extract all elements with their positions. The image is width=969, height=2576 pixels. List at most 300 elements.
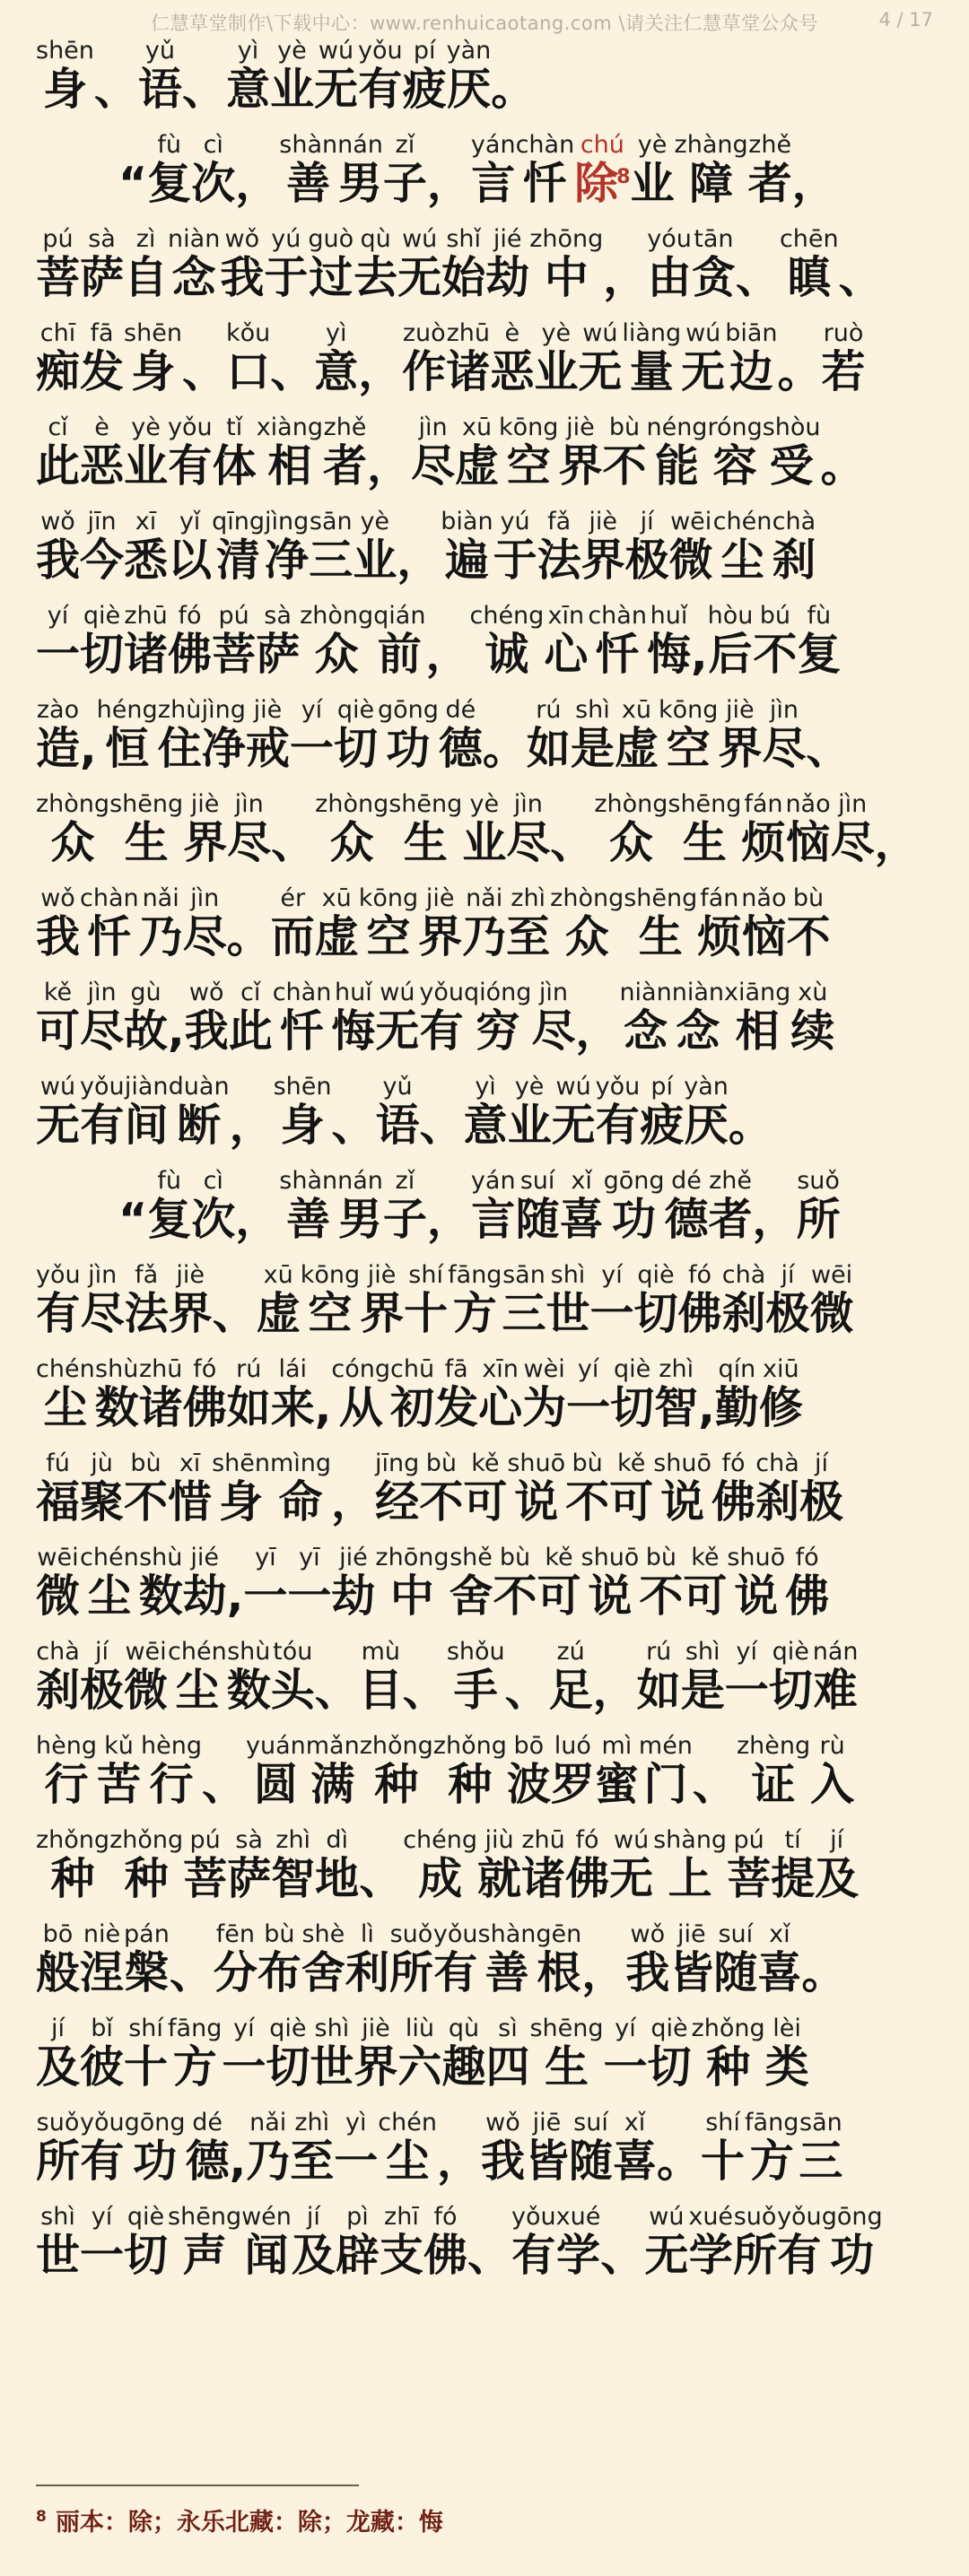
hanzi: 命 bbox=[269, 1476, 332, 1528]
pinyin: xīn bbox=[478, 1355, 523, 1384]
character bbox=[449, 1546, 493, 1623]
pinyin: bō bbox=[506, 1732, 551, 1761]
empty-pinyin bbox=[801, 1920, 845, 1948]
hanzi: 去 bbox=[354, 252, 398, 304]
character bbox=[246, 1732, 306, 1812]
pinyin: kě bbox=[537, 1544, 581, 1572]
pinyin: fāng bbox=[168, 2015, 223, 2043]
pinyin: fó bbox=[785, 1544, 830, 1572]
pinyin: jiè bbox=[581, 508, 625, 536]
character bbox=[334, 2111, 378, 2189]
punctuation bbox=[403, 1640, 447, 1718]
text-line bbox=[36, 2189, 933, 2283]
hanzi: 佛 bbox=[711, 1476, 756, 1528]
pinyin: fù bbox=[147, 131, 192, 160]
character bbox=[718, 696, 763, 776]
pinyin: zhū bbox=[138, 1355, 183, 1384]
pinyin: yuán bbox=[246, 1732, 306, 1761]
character bbox=[191, 131, 236, 211]
text-line bbox=[36, 399, 933, 493]
character bbox=[373, 602, 426, 682]
empty-pinyin bbox=[202, 1732, 246, 1760]
punctuation-mark: 。 bbox=[777, 346, 822, 398]
hanzi: 无 bbox=[397, 252, 442, 304]
pinyin: qiè bbox=[333, 696, 378, 725]
pinyin: rú bbox=[636, 1638, 681, 1667]
character bbox=[648, 2017, 692, 2094]
character bbox=[36, 602, 81, 682]
pinyin: cì bbox=[191, 1167, 236, 1196]
pinyin: yí bbox=[566, 1355, 611, 1384]
character bbox=[36, 1075, 80, 1153]
pinyin: yóu bbox=[647, 225, 692, 254]
pinyin: zhě bbox=[747, 131, 792, 160]
character bbox=[588, 602, 647, 682]
character bbox=[345, 1920, 389, 2000]
character bbox=[168, 510, 212, 587]
character bbox=[462, 884, 507, 964]
page-header bbox=[0, 0, 969, 39]
hanzi: 诸 bbox=[521, 1853, 566, 1905]
hanzi: 诸 bbox=[124, 629, 169, 681]
text-line bbox=[36, 870, 933, 964]
empty-pinyin bbox=[575, 979, 619, 1006]
character bbox=[485, 225, 530, 305]
pinyin: fó bbox=[565, 1826, 610, 1855]
hanzi: 种 bbox=[432, 1759, 507, 1811]
pinyin: ruò bbox=[821, 319, 866, 348]
pinyin: shù bbox=[138, 1544, 183, 1572]
pinyin: yì bbox=[225, 37, 270, 65]
character bbox=[462, 790, 507, 870]
character bbox=[212, 413, 257, 493]
character bbox=[633, 1261, 678, 1341]
character bbox=[762, 696, 807, 776]
character bbox=[80, 2017, 124, 2094]
character bbox=[550, 884, 624, 964]
pinyin: hèng bbox=[36, 1732, 97, 1761]
punctuation bbox=[235, 134, 279, 211]
empty-pinyin bbox=[467, 2203, 511, 2231]
character bbox=[124, 319, 182, 399]
character bbox=[455, 413, 500, 493]
hanzi: 界 bbox=[581, 535, 625, 587]
character bbox=[786, 884, 831, 964]
punctuation-mark: ， bbox=[425, 629, 470, 681]
punctuation-mark: ， bbox=[874, 817, 919, 869]
hanzi: 念 bbox=[168, 252, 221, 304]
hanzi: 蜜 bbox=[594, 1759, 639, 1811]
hanzi: 由 bbox=[647, 252, 692, 304]
hanzi: 四 bbox=[485, 2041, 530, 2093]
pinyin: yí bbox=[724, 1638, 769, 1667]
hanzi: 支 bbox=[379, 2230, 423, 2282]
hanzi: 一 bbox=[589, 1288, 634, 1340]
pinyin: jiè bbox=[354, 2015, 398, 2043]
hanzi: 忏 bbox=[80, 911, 139, 963]
pinyin: jí bbox=[765, 1261, 810, 1290]
character bbox=[610, 1355, 655, 1435]
pinyin: jìn bbox=[80, 979, 125, 1007]
pinyin: wǒ bbox=[184, 979, 229, 1007]
pinyin: xiū bbox=[758, 1355, 803, 1384]
punctuation-mark: , bbox=[314, 1382, 332, 1434]
pinyin: mén bbox=[638, 1732, 693, 1761]
pinyin: jiè bbox=[183, 790, 228, 819]
character bbox=[508, 1075, 552, 1153]
character bbox=[566, 1355, 611, 1435]
hanzi: 萨 bbox=[256, 629, 301, 681]
character bbox=[446, 319, 491, 399]
pinyin: néng bbox=[646, 413, 708, 442]
empty-pinyin bbox=[182, 37, 226, 65]
pinyin: xī bbox=[168, 1449, 213, 1478]
character bbox=[36, 884, 81, 964]
pinyin: yǒu bbox=[432, 1920, 478, 1949]
pinyin: shàn bbox=[279, 131, 338, 160]
character bbox=[511, 2203, 556, 2283]
text-line bbox=[36, 1341, 933, 1435]
character bbox=[226, 39, 270, 117]
hanzi: 种 bbox=[36, 1853, 110, 1905]
pinyin: lì bbox=[345, 1920, 389, 1949]
character bbox=[168, 2017, 222, 2094]
character bbox=[183, 1546, 227, 1623]
pinyin: sān bbox=[799, 2109, 843, 2137]
character bbox=[403, 39, 447, 117]
character bbox=[331, 1355, 391, 1435]
pinyin: dì bbox=[315, 1826, 360, 1855]
character bbox=[168, 602, 213, 682]
hanzi: 无 bbox=[681, 346, 726, 398]
hanzi: 声 bbox=[168, 2230, 242, 2282]
variant-character bbox=[574, 131, 631, 211]
hanzi: 一 bbox=[80, 2230, 125, 2282]
hanzi: 及 bbox=[291, 2230, 336, 2282]
character bbox=[529, 225, 604, 305]
punctuation bbox=[491, 39, 535, 117]
character bbox=[257, 1920, 301, 2000]
pinyin: qiè bbox=[266, 2015, 310, 2043]
empty-pinyin bbox=[230, 1073, 274, 1101]
punctuation bbox=[332, 1075, 376, 1153]
character bbox=[830, 790, 875, 870]
empty-pinyin bbox=[729, 1073, 773, 1101]
hanzi: 边 bbox=[725, 346, 778, 398]
hanzi: 界 bbox=[718, 723, 763, 775]
pinyin: tóu bbox=[270, 1638, 315, 1667]
hanzi: 功 bbox=[377, 723, 439, 775]
pinyin: bù bbox=[493, 1544, 537, 1572]
character bbox=[691, 225, 736, 305]
empty-pinyin bbox=[593, 1638, 637, 1666]
hanzi: 一 bbox=[603, 2041, 648, 2093]
character bbox=[375, 981, 419, 1058]
pinyin: wǒ bbox=[625, 1920, 670, 1949]
character bbox=[80, 981, 124, 1058]
character bbox=[609, 1826, 654, 1906]
character bbox=[464, 981, 531, 1058]
pinyin: yè bbox=[462, 790, 507, 819]
character bbox=[653, 1826, 728, 1906]
character bbox=[379, 2203, 423, 2283]
pinyin: xū bbox=[455, 413, 500, 442]
hanzi: 忏 bbox=[588, 629, 647, 681]
hanzi: 界 bbox=[418, 911, 463, 963]
pinyin: è bbox=[80, 413, 125, 442]
hanzi: 劫 bbox=[182, 1571, 227, 1623]
pinyin: huǐ bbox=[646, 602, 691, 631]
empty-pinyin bbox=[437, 2109, 481, 2137]
pinyin: jiē bbox=[524, 2109, 569, 2137]
pinyin: kōng bbox=[499, 413, 559, 442]
pinyin: yǒu bbox=[80, 1073, 125, 1101]
pinyin: zhòng bbox=[36, 790, 110, 819]
hanzi: 佛 bbox=[677, 1288, 722, 1340]
punctuation-mark: 、 bbox=[419, 1100, 464, 1152]
pinyin: zhù bbox=[157, 696, 202, 725]
pinyin: pú bbox=[212, 602, 257, 631]
pinyin: jiè bbox=[418, 884, 463, 913]
punctuation-mark: 。 bbox=[657, 2136, 702, 2188]
pinyin: shēng bbox=[388, 790, 463, 819]
character bbox=[271, 1640, 315, 1718]
hanzi: 者 bbox=[322, 440, 367, 492]
scripture-text bbox=[36, 39, 933, 2283]
punctuation-mark: “ bbox=[118, 1194, 148, 1246]
pinyin: zhì bbox=[506, 884, 551, 913]
pinyin: è bbox=[490, 319, 535, 348]
hanzi: 烦 bbox=[741, 817, 786, 869]
character bbox=[270, 39, 314, 117]
pinyin: lèi bbox=[764, 2015, 809, 2043]
pinyin: gōng bbox=[377, 696, 439, 725]
hanzi: 切 bbox=[610, 1382, 655, 1434]
character bbox=[80, 225, 125, 305]
hanzi: 无 bbox=[578, 346, 623, 398]
character bbox=[785, 1546, 829, 1623]
character bbox=[464, 1075, 508, 1153]
pinyin: liù bbox=[397, 2015, 442, 2043]
character bbox=[191, 1167, 236, 1247]
character bbox=[337, 1167, 383, 1247]
pinyin: shēng bbox=[668, 790, 742, 819]
pinyin: wú bbox=[578, 319, 623, 348]
character bbox=[225, 319, 271, 399]
character bbox=[273, 981, 332, 1058]
hanzi: 微 bbox=[668, 535, 713, 587]
character bbox=[36, 1261, 81, 1341]
empty-pinyin bbox=[270, 319, 314, 347]
hanzi: 尽 bbox=[182, 911, 227, 963]
pinyin: jiè bbox=[558, 413, 603, 442]
empty-pinyin bbox=[581, 1920, 625, 1948]
hanzi: 舍 bbox=[449, 1571, 493, 1623]
hanzi: 世 bbox=[546, 1288, 590, 1340]
pinyin: róng bbox=[707, 413, 763, 442]
character bbox=[733, 2203, 778, 2283]
character bbox=[622, 319, 682, 399]
character bbox=[36, 790, 110, 870]
character bbox=[124, 2203, 169, 2283]
hanzi: 不 bbox=[419, 1476, 464, 1528]
character bbox=[354, 2017, 397, 2094]
pinyin: wǒ bbox=[480, 2109, 525, 2137]
character bbox=[157, 696, 202, 776]
hanzi: 无 bbox=[313, 64, 358, 116]
character bbox=[701, 2111, 745, 2189]
character bbox=[758, 1355, 803, 1435]
character bbox=[683, 1546, 727, 1623]
empty-pinyin bbox=[600, 2203, 644, 2231]
character bbox=[185, 981, 229, 1058]
pinyin: xǐ bbox=[559, 1167, 604, 1196]
punctuation-mark: ， bbox=[581, 1947, 626, 1999]
hanzi: 一 bbox=[222, 2041, 266, 2093]
hanzi: 佛 bbox=[168, 629, 213, 681]
hanzi: 前 bbox=[373, 629, 426, 681]
hanzi: 地 bbox=[315, 1853, 360, 1905]
hanzi: 槃 bbox=[124, 1947, 170, 1999]
empty-pinyin bbox=[315, 1638, 359, 1666]
character bbox=[36, 1826, 110, 1906]
pinyin: yǔ bbox=[137, 37, 182, 65]
hanzi: 尘 bbox=[36, 1382, 95, 1434]
character bbox=[625, 510, 669, 587]
pinyin: yǒu bbox=[511, 2203, 556, 2232]
character bbox=[227, 1640, 271, 1718]
hanzi: 方 bbox=[168, 2041, 223, 2093]
pinyin: wú bbox=[551, 1073, 596, 1101]
character bbox=[36, 1732, 97, 1812]
pinyin: sān bbox=[502, 1261, 546, 1290]
punctuation bbox=[420, 1075, 464, 1153]
character bbox=[169, 1075, 230, 1153]
punctuation bbox=[182, 322, 226, 399]
pinyin: jiè bbox=[245, 696, 290, 725]
hanzi: 劫 bbox=[331, 1571, 376, 1623]
hanzi: 佛 bbox=[785, 1571, 830, 1623]
hanzi: 体 bbox=[212, 440, 257, 492]
pinyin: yí bbox=[603, 2015, 648, 2043]
pinyin: xīn bbox=[544, 602, 589, 631]
hanzi: 恒 bbox=[96, 723, 158, 775]
punctuation bbox=[315, 1363, 332, 1435]
hanzi: 切 bbox=[80, 629, 125, 681]
character bbox=[493, 510, 537, 587]
character bbox=[212, 602, 257, 682]
pinyin: bú bbox=[753, 602, 798, 631]
punctuation-mark: 、 bbox=[806, 723, 851, 775]
character bbox=[674, 131, 748, 211]
empty-pinyin bbox=[168, 984, 185, 1012]
punctuation-mark: 、 bbox=[93, 64, 138, 116]
pinyin: shuō bbox=[727, 1544, 786, 1572]
character bbox=[125, 1075, 169, 1153]
hanzi: 生 bbox=[529, 2041, 604, 2093]
punctuation bbox=[315, 1640, 359, 1718]
hanzi: 容 bbox=[707, 440, 763, 492]
hanzi: 身 bbox=[124, 346, 182, 398]
punctuation bbox=[227, 1552, 244, 1623]
character bbox=[314, 319, 359, 399]
pinyin: zhōng bbox=[529, 225, 604, 254]
pinyin: shǒu bbox=[446, 1638, 505, 1667]
pinyin: xù bbox=[790, 979, 835, 1007]
hanzi: 造 bbox=[36, 723, 81, 775]
character bbox=[558, 413, 603, 493]
hanzi: 足 bbox=[548, 1665, 593, 1717]
footnote-marker[interactable]: 8 bbox=[616, 165, 631, 188]
hanzi: 此 bbox=[228, 1005, 273, 1057]
character bbox=[796, 1167, 841, 1247]
empty-pinyin bbox=[491, 37, 535, 65]
hanzi: 数 bbox=[94, 1382, 139, 1434]
hanzi: 乃 bbox=[462, 911, 507, 963]
character bbox=[80, 1546, 139, 1623]
character bbox=[96, 1732, 141, 1812]
pinyin: jí bbox=[80, 1638, 125, 1667]
punctuation-mark: ， bbox=[397, 535, 441, 587]
hanzi: 不 bbox=[565, 1476, 610, 1528]
pinyin: wēi bbox=[124, 1638, 169, 1667]
pinyin: rú bbox=[526, 696, 571, 725]
character bbox=[603, 1167, 665, 1247]
character bbox=[477, 1920, 537, 2000]
character bbox=[506, 1732, 551, 1812]
pinyin: chàn bbox=[515, 131, 575, 160]
empty-pinyin bbox=[182, 319, 226, 347]
character bbox=[555, 2203, 601, 2283]
punctuation-mark: 。 bbox=[226, 911, 271, 963]
pinyin: jiàn bbox=[124, 1073, 169, 1101]
pinyin: chū bbox=[390, 1355, 435, 1384]
pinyin: shì bbox=[310, 2015, 354, 2043]
character bbox=[639, 1546, 683, 1623]
pinyin: xū bbox=[614, 696, 659, 725]
character bbox=[271, 1826, 316, 1906]
text-line bbox=[36, 1153, 933, 1247]
pinyin: shí bbox=[124, 2015, 169, 2043]
empty-pinyin bbox=[425, 602, 469, 630]
pinyin: zhòng bbox=[300, 602, 374, 631]
character bbox=[681, 1640, 725, 1718]
character bbox=[423, 2203, 467, 2283]
character bbox=[441, 510, 493, 587]
pinyin: lái bbox=[270, 1355, 315, 1384]
character bbox=[664, 1167, 709, 1247]
pinyin: yǒu bbox=[595, 1073, 641, 1101]
pinyin: chén bbox=[168, 1638, 227, 1667]
hanzi: 者 bbox=[708, 1194, 753, 1246]
character bbox=[183, 790, 228, 870]
pinyin: zhì bbox=[271, 1826, 316, 1855]
hanzi: 种 bbox=[359, 1759, 433, 1811]
character bbox=[305, 1732, 360, 1812]
character bbox=[624, 884, 698, 964]
pinyin: shàn bbox=[477, 1920, 537, 1949]
punctuation bbox=[182, 39, 226, 117]
hanzi: 有 bbox=[80, 2136, 125, 2188]
hanzi: 若 bbox=[821, 346, 866, 398]
pinyin: pú bbox=[183, 1826, 228, 1855]
hanzi: 微 bbox=[124, 1665, 169, 1717]
pinyin: yè bbox=[507, 1073, 552, 1101]
character bbox=[550, 1732, 595, 1812]
punctuation-mark: 。 bbox=[491, 64, 536, 116]
pinyin: yí bbox=[289, 696, 334, 725]
hanzi: 无 bbox=[375, 1005, 420, 1057]
